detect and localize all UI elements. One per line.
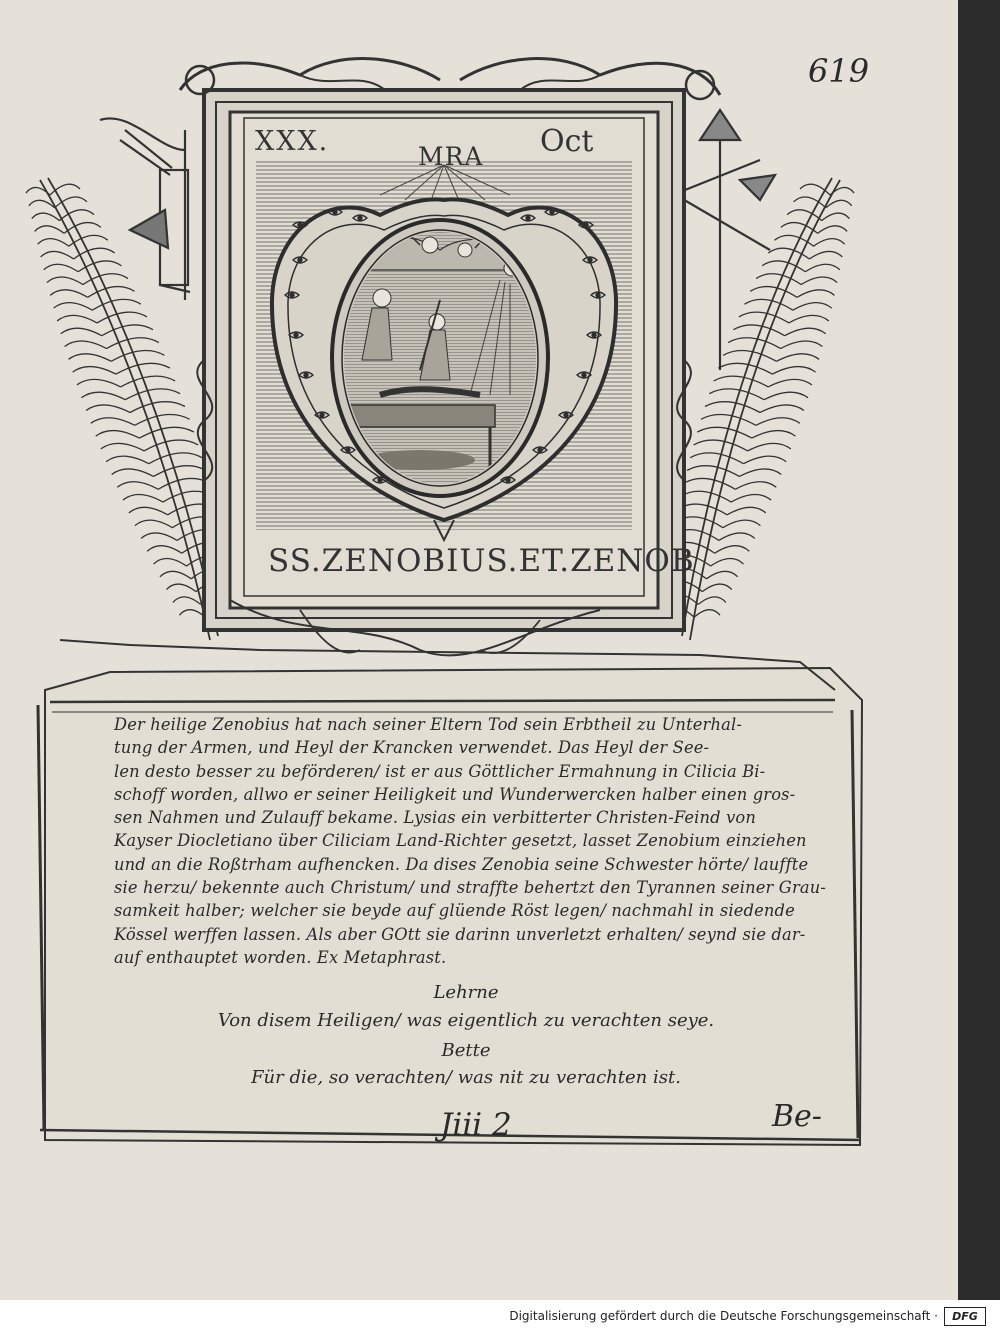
palm-leaf: [96, 431, 140, 439]
palm-leaf: [92, 299, 140, 310]
palm-leaf: [715, 546, 750, 554]
palm-leaf: [764, 392, 808, 400]
paragraph-line: len desto besser zu beförderen/ ist er aus Göttlicher Ermahnung in Cilicia Bi-: [114, 761, 766, 781]
palm-leaf: [97, 312, 147, 323]
palm-leaf: [705, 402, 760, 413]
palm-leaf: [772, 367, 815, 375]
palm-leaf: [123, 495, 163, 503]
palm-leaf: [694, 610, 720, 618]
paragraph-line: Kössel werffen lassen. Als aber GOtt sie darinn unverletzt erhalten/ seynd sie dar-: [114, 924, 806, 944]
eye-pupil: [298, 258, 302, 262]
eye-pupil: [358, 216, 362, 220]
palm-leaf: [687, 466, 739, 477]
palm-leaf: [756, 418, 800, 426]
palm-leaf: [130, 402, 185, 413]
lehrne-line: Von disem Heiligen/ was eigentlich zu verachten seye.: [217, 1010, 715, 1031]
palm-leaf: [801, 277, 837, 285]
palm-leaf: [125, 389, 180, 400]
eye-pupil: [290, 293, 294, 297]
eye-pupil: [596, 293, 600, 297]
palm-leaf: [681, 491, 731, 502]
palm-leaf: [135, 414, 190, 425]
palm-leaf: [830, 187, 854, 195]
palm-leaf: [684, 478, 735, 489]
palm-leaf: [35, 226, 64, 234]
palm-leaf: [731, 495, 771, 503]
palm-leaf: [826, 200, 852, 208]
palm-leaf: [697, 427, 752, 438]
palm-frond-left: [40, 178, 218, 640]
palm-leaf: [141, 533, 177, 541]
palm-leaf: [116, 363, 170, 374]
palm-leaf: [158, 478, 209, 489]
footer-credit: Digitalisierung gefördert durch die Deutsche Forschungsgemeinschaft ·: [509, 1309, 938, 1323]
palm-leaf: [173, 597, 201, 605]
palm-leaf: [723, 520, 760, 528]
palm-leaf: [106, 456, 149, 464]
palm-leaf: [785, 328, 826, 336]
palm-leaf: [711, 558, 744, 566]
palm-leaf: [29, 200, 55, 208]
palm-leaf: [121, 376, 176, 387]
plate-day: XXX.: [255, 126, 330, 157]
paragraph-line: sie herzu/ bekennte auch Christum/ und straffte behertzt den Tyrannen seiner Grau-: [114, 878, 827, 898]
palm-leaf: [117, 482, 158, 490]
palm-leaf: [814, 239, 845, 247]
eye-pupil: [378, 478, 382, 482]
palm-leaf: [760, 405, 804, 413]
palm-leaf: [793, 303, 832, 311]
palm-leaf: [768, 379, 812, 387]
page-number: 619: [808, 52, 870, 90]
paragraph-line: sen Nahmen und Zulauff bekame. Lysias ein verbitterter Christen-Feind von: [114, 808, 757, 828]
palm-leaf: [77, 379, 121, 387]
palm-leaf: [154, 466, 206, 477]
bette-line: Für die, so verachten/ was nit zu verachten ist.: [251, 1067, 681, 1088]
palm-leaf: [50, 290, 87, 298]
palm-leaf: [57, 315, 97, 323]
legend-paragraph: [114, 713, 826, 969]
palm-leaf: [739, 469, 781, 477]
plate-monogram: MRA: [418, 142, 484, 171]
palm-leaf: [144, 440, 198, 451]
eye-pupil: [506, 478, 510, 482]
palm-leaf: [160, 571, 191, 579]
palm-leaf: [106, 338, 158, 349]
palm-leaf: [81, 392, 125, 400]
instruments-left: [100, 118, 190, 300]
palm-leaf: [139, 427, 194, 438]
eye-pupil: [564, 413, 568, 417]
eye-pupil: [588, 258, 592, 262]
plate-month: Oct: [540, 124, 594, 159]
palm-leaf: [73, 367, 116, 375]
palm-leaf: [102, 325, 153, 336]
eye-pupil: [582, 373, 586, 377]
palm-leaf: [147, 546, 182, 554]
eye-pupil: [538, 448, 542, 452]
palm-leaf: [698, 597, 726, 605]
palm-leaf: [112, 469, 154, 477]
palm-leaf: [694, 440, 748, 451]
palm-leaf: [781, 341, 823, 349]
page-edge-shadow: [958, 0, 1000, 1300]
palm-leaf: [690, 453, 743, 464]
palm-leaf: [101, 443, 144, 451]
palm-leaf: [32, 213, 60, 221]
palm-leaf: [701, 414, 756, 425]
palm-leaf: [69, 354, 112, 362]
eye-pupil: [333, 210, 337, 214]
palm-leaf: [86, 405, 130, 413]
eye-pupil: [294, 333, 298, 337]
eye-pupil: [346, 448, 350, 452]
palm-leaf: [44, 264, 79, 272]
signature-mark: Jiii 2: [440, 1107, 512, 1143]
palm-leaf: [65, 341, 107, 349]
digitization-footer: [0, 1300, 1000, 1331]
paragraph-line: Der heilige Zenobius hat nach seiner Eltern Tod sein Erbtheil zu Unterhal-: [114, 715, 742, 734]
palm-leaf: [91, 418, 135, 426]
eye-pupil: [320, 413, 324, 417]
palm-leaf: [135, 520, 172, 528]
paragraph-line: Kayser Diocletiano über Ciliciam Land-Richter gesetzt, lasset Zenobium einziehen: [114, 831, 807, 851]
palm-leaf: [47, 277, 83, 285]
palm-leaf: [787, 210, 822, 221]
palm-frond-right: [682, 178, 840, 640]
eye-pupil: [526, 216, 530, 220]
paragraph-line: und an die Roßtrham aufhencken. Da dises Zenobia seine Schwester hörte/ lauffte: [114, 854, 809, 874]
paragraph-line: auf enthauptet worden. Ex Metaphrast.: [114, 947, 447, 967]
palm-leaf: [111, 351, 164, 362]
palm-leaf: [26, 187, 50, 195]
paragraph-line: samkeit halber; welcher sie beyde auf glüende Röst legen/ nachmahl in siedende: [114, 901, 795, 921]
paragraph-line: schoff worden, allwo er seiner Heiligkeit und Wunderwercken halber einen gros-: [114, 784, 796, 804]
palm-leaf: [805, 264, 840, 272]
bette-heading: Bette: [441, 1040, 491, 1061]
palm-leaf: [166, 584, 195, 592]
palm-leaf: [727, 507, 766, 515]
martyrdom-scene: [332, 220, 548, 496]
plate-caption: SS.ZENOBIUS.ET.ZENOB: [268, 543, 695, 579]
palm-leaf: [776, 354, 819, 362]
palm-leaf: [735, 482, 776, 490]
palm-leaf: [818, 226, 847, 234]
eye-pupil: [584, 223, 588, 227]
palm-leaf: [797, 290, 834, 298]
dfg-logo-icon: DFG: [944, 1307, 986, 1326]
palm-leaf: [752, 431, 796, 439]
palm-leaf: [719, 533, 755, 541]
palm-leaf: [789, 315, 829, 323]
eye-pupil: [304, 373, 308, 377]
palm-leaf: [54, 303, 93, 311]
eye-pupil: [298, 223, 302, 227]
palm-leaf: [706, 571, 737, 579]
lehrne-heading: Lehrne: [433, 982, 499, 1003]
palm-leaf: [809, 251, 842, 259]
eye-pupil: [592, 333, 596, 337]
palm-leaf: [129, 507, 168, 515]
palm-leaf: [64, 223, 101, 234]
palm-leaf: [702, 584, 731, 592]
palm-leaf: [41, 251, 74, 259]
palm-leaf: [762, 261, 805, 272]
palm-leaf: [154, 558, 187, 566]
palm-leaf: [59, 210, 94, 221]
palm-leaf: [822, 213, 850, 221]
palm-leaf: [744, 456, 787, 464]
palm-leaf: [748, 443, 791, 451]
palm-leaf: [149, 453, 202, 464]
palm-leaf: [179, 610, 205, 618]
eye-pupil: [550, 210, 554, 214]
palm-leaf: [61, 328, 102, 336]
catchword: Be-: [772, 1099, 822, 1134]
paragraph-line: tung der Armen, und Heyl der Krancken verwendet. Das Heyl der See-: [114, 738, 710, 758]
palm-leaf: [38, 239, 69, 247]
